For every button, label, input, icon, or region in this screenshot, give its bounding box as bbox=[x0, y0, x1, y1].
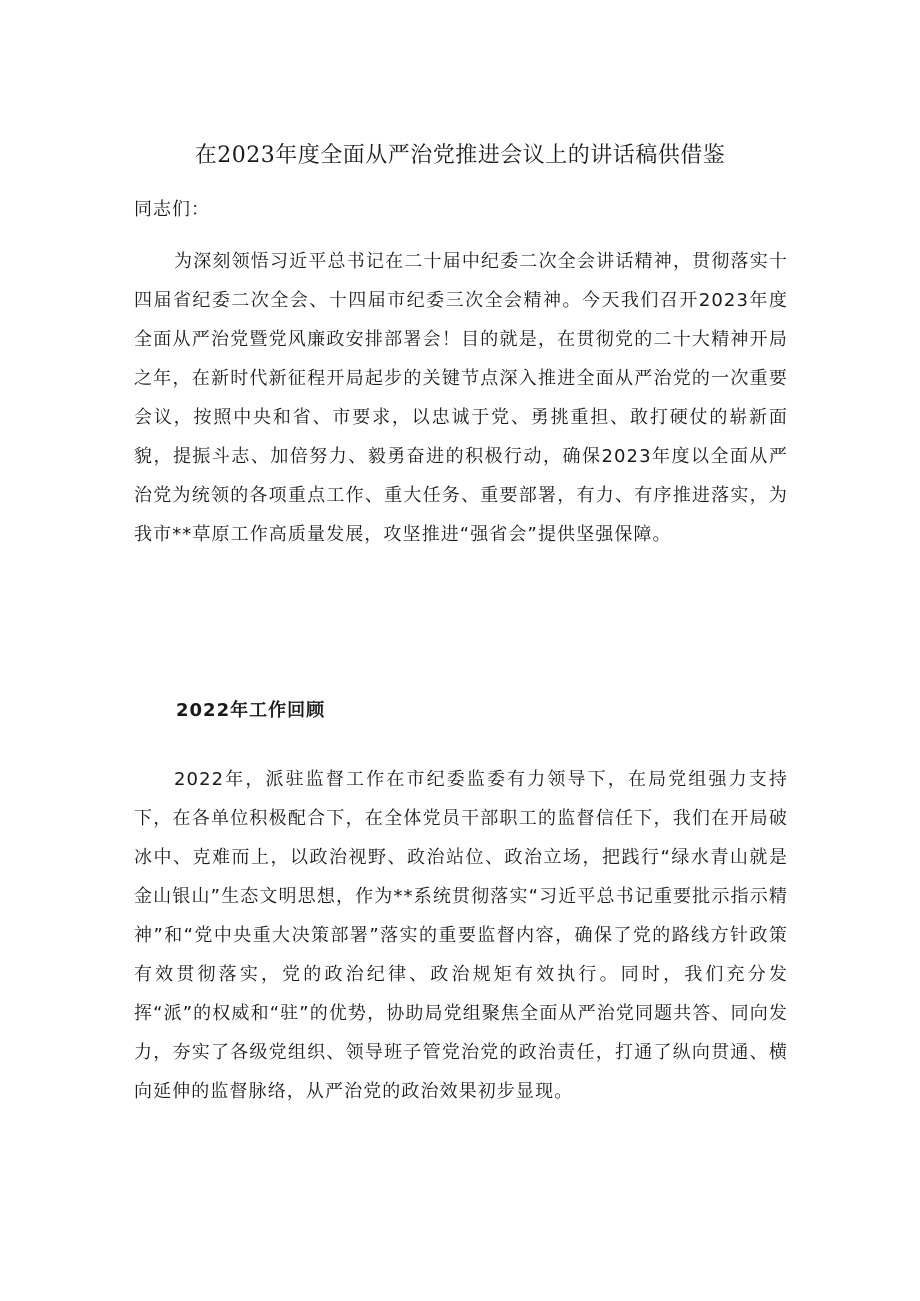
document-title: 在2023年度全面从严治党推进会议上的讲话稿供借鉴 bbox=[194, 143, 726, 168]
paragraph-review: 2022年，派驻监督工作在市纪委监委有力领导下，在局党组强力支持下，在各单位积极配合下，在全体党员干部职工的监督信任下，我们在开局破冰中、克难而上，以政治视野、政治站位、政治立场，把践行“绿水青山就是金山银山”生态文明思想，作为**系统贯彻落实“习近平总书记重要批示指示精神”和“党中央重大决策部署”落实的重要监督内容，确保了党的路线方针政策有效贯彻落实，党的政治纪律、政治规矩有效执行。同时，我们充分发挥“派”的权威和“驻”的优势，协助局党组聚焦全面从严治党同题共答、同向发力，夯实了各级党组织、领导班子管党治党的政治责任，打通了纵向贯通、横向延伸的监督脉络，从严治党的政治效果初步显现。 bbox=[134, 769, 788, 1102]
paragraph-intro: 为深刻领悟习近平总书记在二十届中纪委二次全会讲话精神，贯彻落实十四届省纪委二次全会、十四届市纪委三次全会精神。今天我们召开2023年度全面从严治党暨党风廉政安排部署会！目的就是，在贯彻党的二十大精神开局之年，在新时代新征程开局起步的关键节点深入推进全面从严治党的一次重要会议，按照中央和省、市要求，以忠诚于党、勇挑重担、敢打硬仗的崭新面貌，提振斗志、加倍努力、毅勇奋进的积极行动，确保2023年度以全面从严治党为统领的各项重点工作、重大任务、重要部署，有力、有序推进落实，为我市**草原工作高质量发展，攻坚推进“强省会”提供坚强保障。 bbox=[134, 251, 788, 545]
section-heading: 2022年工作回顾 bbox=[176, 700, 326, 721]
salutation: 同志们： bbox=[134, 199, 210, 220]
